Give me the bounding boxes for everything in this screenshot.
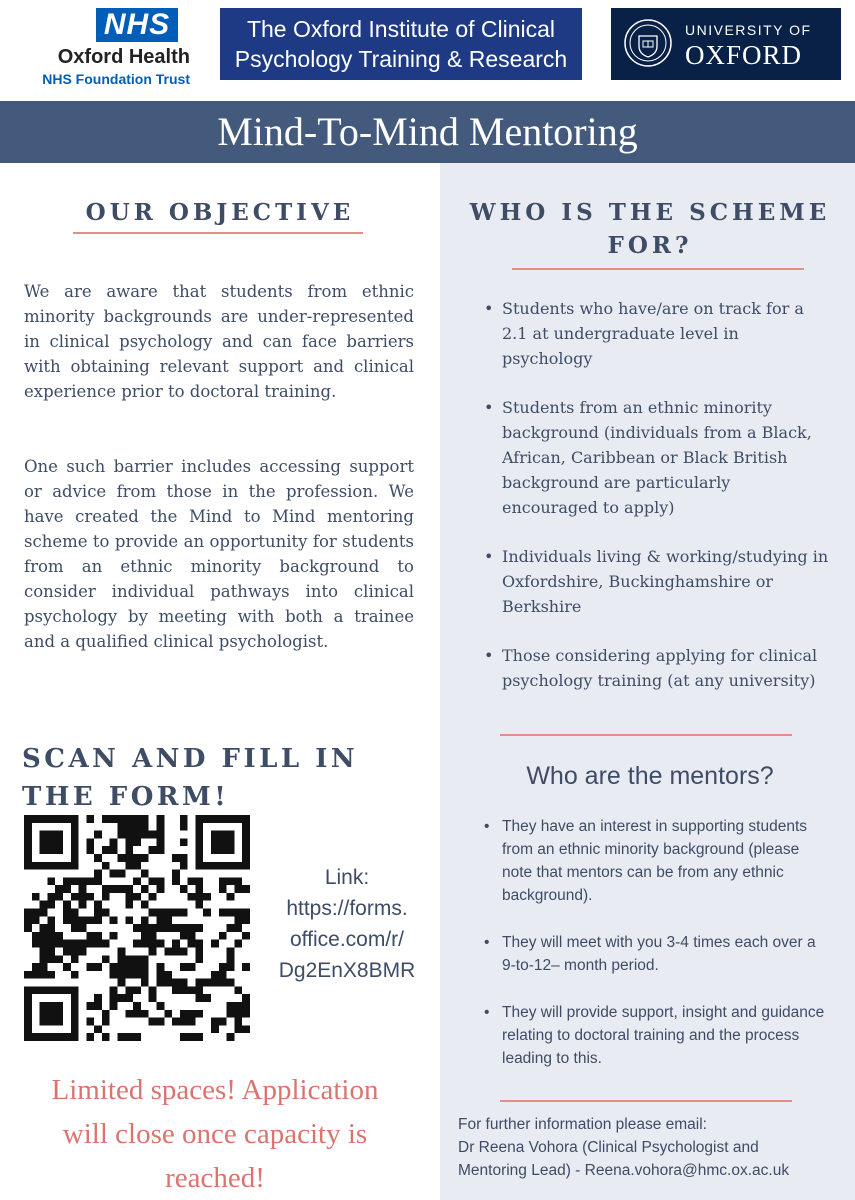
further-info	[458, 1113, 848, 1182]
objective-paragraph-1: We are aware that students from ethnic minority backgrounds are under-represented in clinical psychology and can face barriers with obtaining relevant support and clinical experience prior to doctoral training.	[24, 282, 414, 401]
mentors-list	[484, 815, 829, 1094]
oxford-crest-icon	[623, 18, 673, 68]
scheme-heading-line-2: FOR?	[607, 232, 693, 259]
nhs-logo	[18, 8, 188, 88]
scan-heading-line-1: SCAN AND FILL IN	[22, 744, 359, 774]
scheme-item: • Students from an ethnic minority background (individuals from a Black, African, Caribbean or Black British background are particularly encouraged to apply)	[484, 395, 829, 520]
scheme-heading	[460, 196, 840, 262]
mentors-heading: Who are the mentors?	[526, 762, 774, 790]
mentor-item: • They will provide support, insight and guidance relating to doctoral training and the process leading to this.	[484, 1001, 829, 1070]
institute-line-1: The Oxford Institute of Clinical	[246, 16, 556, 42]
logo-row	[0, 0, 855, 88]
mentor-item: • They have an interest in supporting students from an ethnic minority background (please note that mentors can be from any ethnic background).	[484, 815, 829, 907]
objective-paragraph-2: One such barrier includes accessing support or advice from those in the profession. We have created the Mind to Mind mentoring scheme to provide an opportunity for students from an ethnic minority background to consider individual pathways into clinical psychology by meeting with both a trainee and a qualified clinical psychologist.	[24, 457, 414, 651]
limited-spaces-notice	[10, 1068, 420, 1200]
nhs-org-name: Oxford Health	[57, 46, 190, 68]
qr-code[interactable]	[24, 815, 250, 1041]
institute-line-2: Psychology Training & Research	[234, 46, 568, 72]
nhs-trust-name: NHS Foundation Trust	[42, 71, 190, 87]
link-line-2: office.com/r/	[290, 928, 404, 951]
page-title: Mind-To-Mind Mentoring	[0, 101, 855, 163]
scheme-item: • Students who have/are on track for a 2.1 at undergraduate level in psychology	[484, 296, 829, 371]
scheme-list	[484, 296, 829, 717]
objective-heading: OUR OBJECTIVE	[85, 199, 355, 226]
further-line-1: For further information please email:	[458, 1116, 707, 1133]
scheme-item: • Individuals living & working/studying in Oxfordshire, Buckinghamshire or Berkshire	[484, 544, 829, 619]
scan-heading	[22, 740, 422, 816]
oxford-line-1: UNIVERSITY OF	[685, 22, 812, 38]
further-divider	[500, 1100, 792, 1102]
mentors-top-divider	[500, 734, 792, 736]
link-line-3: Dg2EnX8BMR	[278, 959, 416, 982]
scheme-divider	[512, 268, 804, 270]
nhs-badge: NHS	[96, 8, 178, 42]
limited-line-1: Limited spaces! Application	[51, 1074, 379, 1106]
objective-divider	[73, 232, 363, 234]
scheme-heading-line-1: WHO IS THE SCHEME	[469, 199, 831, 226]
further-line-3[interactable]: Mentoring Lead) - Reena.vohora@hmc.ox.ac.uk	[458, 1162, 790, 1179]
oxford-logo	[611, 8, 841, 80]
scan-heading-line-2: THE FORM!	[22, 782, 230, 812]
scheme-item: • Those considering applying for clinical psychology training (at any university)	[484, 643, 829, 693]
oxford-line-2: OXFORD	[685, 40, 803, 70]
link-label: Link:	[324, 866, 370, 889]
form-link[interactable]	[262, 862, 432, 986]
mentor-item: • They will meet with you 3-4 times each over a 9-to-12– month period.	[484, 931, 829, 977]
further-line-2: Dr Reena Vohora (Clinical Psychologist and	[458, 1139, 759, 1156]
limited-line-3: reached!	[165, 1162, 265, 1194]
limited-line-2: will close once capacity is	[62, 1118, 368, 1150]
institute-logo	[220, 8, 582, 80]
link-line-1: https://forms.	[286, 897, 408, 920]
